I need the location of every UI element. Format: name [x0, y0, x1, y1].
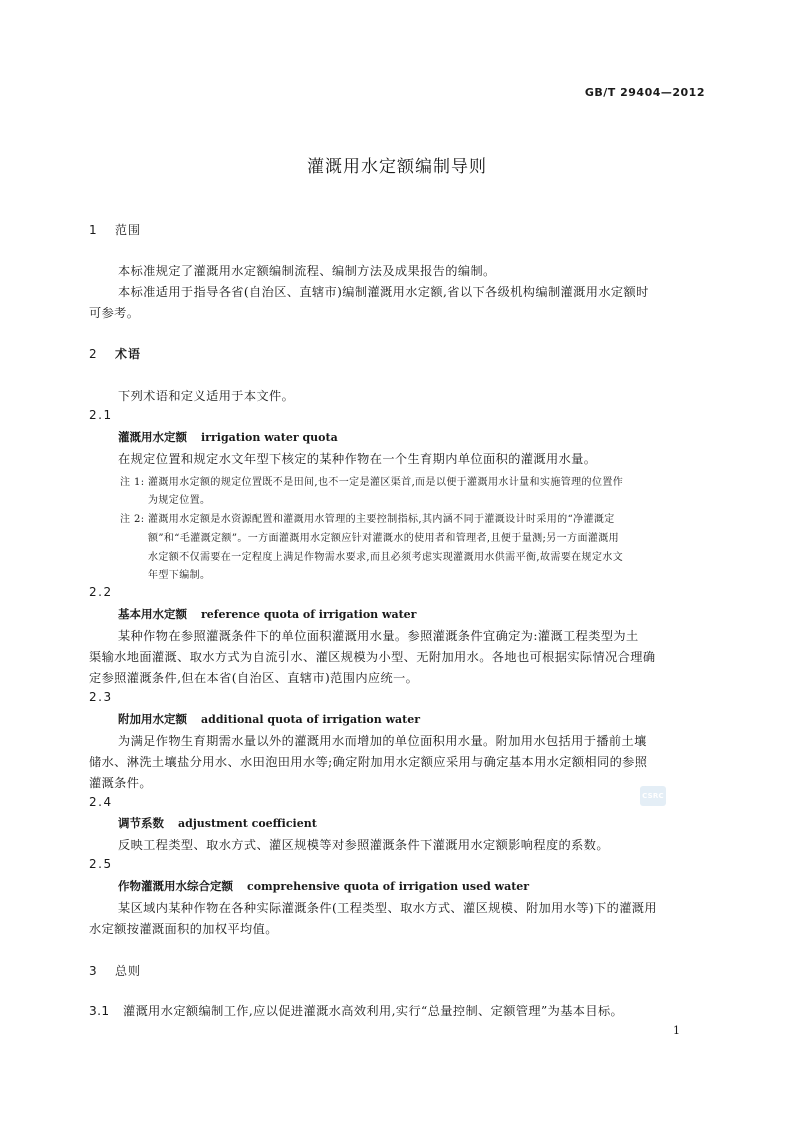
clause-number: 2.5: [89, 857, 113, 871]
term-en: adjustment coefficient: [178, 817, 317, 830]
section-number: 3: [89, 964, 98, 978]
paragraph: 本标准规定了灌溉用水定额编制流程、编制方法及成果报告的编制。: [118, 264, 496, 278]
paragraph: 下列术语和定义适用于本文件。: [118, 389, 295, 403]
clause-number: 2.3: [89, 690, 113, 704]
term-heading: [118, 606, 416, 622]
watermark-logo: CSRC: [640, 786, 666, 806]
clause-number: 2.4: [89, 795, 113, 809]
note-text: 灌溉用水定额的规定位置既不是田间,也不一定是灌区渠首,而是以便于灌溉用水计量和实施管理的位置作: [148, 477, 624, 488]
section-title: 术语: [115, 347, 142, 361]
term-heading: [118, 711, 420, 727]
note-text: 年型下编制。: [148, 570, 211, 581]
term-en: additional quota of irrigation water: [201, 713, 421, 726]
term-en: reference quota of irrigation water: [201, 608, 417, 621]
section-number: 2: [89, 347, 98, 361]
term-heading: [118, 429, 338, 445]
note-text: 灌溉用水定额是水资源配置和灌溉用水管理的主要控制指标,其内涵不同于灌溉设计时采用的“净灌溉定: [148, 514, 615, 525]
term-en: comprehensive quota of irrigation used water: [247, 880, 530, 893]
definition-continuation: 水定额按灌溉面积的加权平均值。: [89, 922, 278, 936]
term-heading: [118, 878, 529, 894]
term-cn: 基本用水定额: [118, 607, 187, 621]
clause-text: 灌溉用水定额编制工作,应以促进灌溉水高效利用,实行“总量控制、定额管理”为基本目标。: [123, 1004, 624, 1018]
note-text: 额”和“毛灌溉定额”。一方面灌溉用水定额应针对灌溉水的使用者和管理者,且便于量测;另一方面灌溉用: [148, 533, 620, 544]
term-cn: 调节系数: [118, 816, 164, 830]
paragraph: 本标准适用于指导各省(自治区、直辖市)编制灌溉用水定额,省以下各级机构编制灌溉用水定额时: [118, 285, 649, 299]
clause-number: 2.1: [89, 408, 113, 422]
paragraph-continuation: 可参考。: [89, 306, 140, 320]
note-label: 注 2:: [120, 514, 145, 525]
section-3-heading: [89, 962, 141, 979]
section-number: 1: [89, 223, 98, 237]
term-cn: 作物灌溉用水综合定额: [118, 879, 233, 893]
section-2-heading: [89, 345, 141, 362]
term-cn: 灌溉用水定额: [118, 430, 187, 444]
definition-continuation: 渠输水地面灌溉、取水方式为自流引水、灌区规模为小型、无附加用水。各地也可根据实际情况合理确: [89, 650, 656, 664]
page-number: 1: [673, 1024, 680, 1037]
section-1-heading: [89, 221, 141, 238]
definition: 反映工程类型、取水方式、灌区规模等对参照灌溉条件下灌溉用水定额影响程度的系数。: [118, 838, 609, 852]
definition-continuation: 储水、淋洗土壤盐分用水、水田泡田用水等;确定附加用水定额应采用与确定基本用水定额相同的参照: [89, 755, 648, 769]
definition: 某区域内某种作物在各种实际灌溉条件(工程类型、取水方式、灌区规模、附加用水等)下的灌溉用: [118, 901, 657, 915]
document-title: 灌溉用水定额编制导则: [307, 157, 487, 177]
definition: 在规定位置和规定水文年型下核定的某种作物在一个生育期内单位面积的灌溉用水量。: [118, 452, 597, 466]
term-heading: [118, 815, 317, 831]
definition: 某种作物在参照灌溉条件下的单位面积灌溉用水量。参照灌溉条件宜确定为:灌溉工程类型为土: [118, 629, 639, 643]
clause-number: 3.1: [89, 1004, 110, 1018]
term-cn: 附加用水定额: [118, 712, 187, 726]
note-text: 为规定位置。: [148, 495, 211, 506]
definition-continuation: 定参照灌溉条件,但在本省(自治区、直辖市)范围内应统一。: [89, 671, 419, 685]
term-en: irrigation water quota: [201, 431, 338, 444]
definition: 为满足作物生育期需水量以外的灌溉用水而增加的单位面积用水量。附加用水包括用于播前土壤: [118, 734, 647, 748]
clause: [89, 1002, 623, 1019]
section-title: 范围: [115, 223, 142, 237]
standard-number: GB/T 29404—2012: [584, 86, 705, 99]
clause-number: 2.2: [89, 585, 113, 599]
note-label: 注 1:: [120, 477, 145, 488]
definition-continuation: 灌溉条件。: [89, 776, 152, 790]
section-title: 总则: [115, 964, 142, 978]
note-text: 水定额不仅需要在一定程度上满足作物需水要求,而且必须考虑实现灌溉用水供需平衡,故需要在规定水文: [148, 552, 624, 563]
